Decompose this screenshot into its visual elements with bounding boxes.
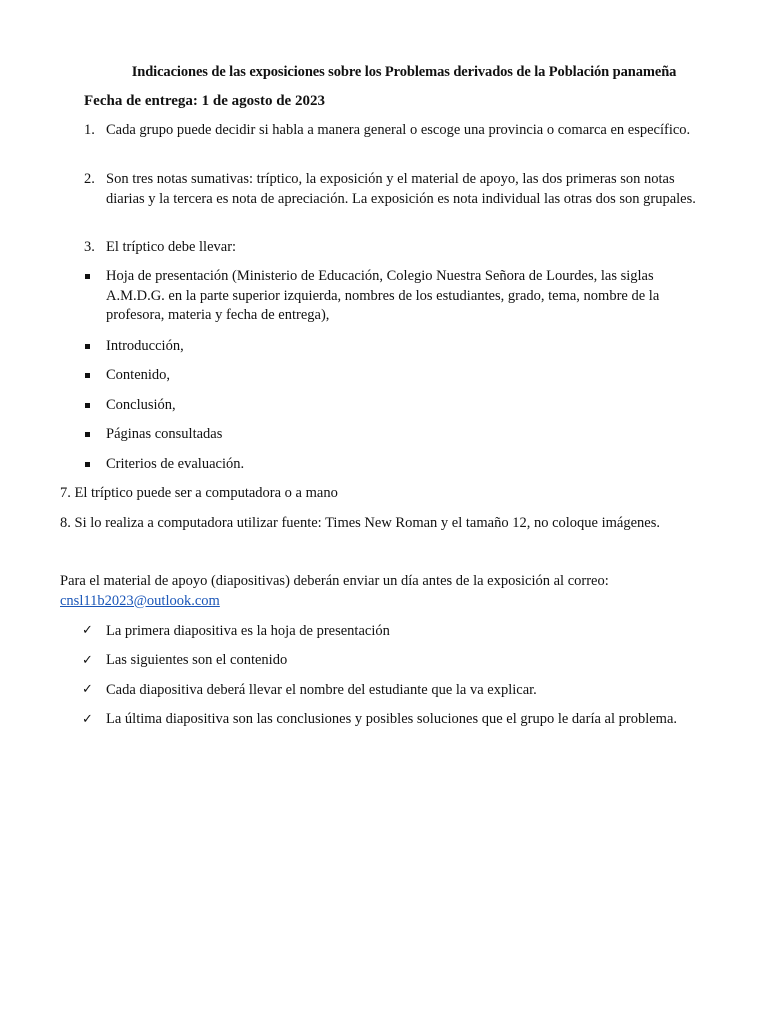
email-link[interactable]: cnsl11b2023@outlook.com — [60, 592, 220, 609]
check-icon: ✓ — [82, 653, 93, 668]
check-item-4: La última diapositiva son las conclusiones y posibles soluciones que el grupo le daría al problema. — [106, 711, 678, 727]
square-bullet-icon — [85, 432, 90, 437]
due-date: Fecha de entrega: 1 de agosto de 2023 — [84, 93, 325, 109]
triptico-item-4: Conclusión, — [106, 397, 176, 413]
square-bullet-icon — [85, 403, 90, 408]
triptico-item-2: Introducción, — [106, 338, 184, 354]
list-number-2: 2. — [84, 171, 95, 187]
instruction-line-8: 8. Si lo realiza a computadora utilizar fuente: Times New Roman y el tamaño 12, no coloque imágenes. — [60, 515, 660, 531]
numbered-item-2: Son tres notas sumativas: tríptico, la exposición y el material de apoyo, las dos primeras son notas diarias y la tercera es nota de apreciación. La exposición es nota individual las otras dos son grupales. — [106, 171, 696, 207]
document-title: Indicaciones de las exposiciones sobre los Problemas derivados de la Población panameña — [131, 64, 677, 80]
check-item-3: Cada diapositiva deberá llevar el nombre del estudiante que la va explicar. — [106, 682, 537, 698]
numbered-item-3: El tríptico debe llevar: — [106, 239, 237, 255]
numbered-item-1: Cada grupo puede decidir si habla a manera general o escoge una provincia o comarca en específico. — [106, 122, 691, 138]
check-item-2: Las siguientes son el contenido — [106, 652, 288, 668]
check-icon: ✓ — [82, 712, 93, 727]
triptico-item-5: Páginas consultadas — [106, 426, 223, 442]
square-bullet-icon — [85, 344, 90, 349]
material-intro — [60, 572, 740, 611]
material-intro-text: Para el material de apoyo (diapositivas) deberán enviar un día antes de la exposición al correo: — [60, 573, 609, 589]
check-icon: ✓ — [82, 623, 93, 638]
list-number-1: 1. — [84, 122, 95, 138]
square-bullet-icon — [85, 462, 90, 467]
check-icon: ✓ — [82, 682, 93, 697]
check-item-1: La primera diapositiva es la hoja de presentación — [106, 623, 390, 639]
instruction-line-7: 7. El tríptico puede ser a computadora o a mano — [60, 485, 338, 501]
triptico-item-1: Hoja de presentación (Ministerio de Educación, Colegio Nuestra Señora de Lourdes, las siglas A.M.D.G. en la parte superior izquierda, nombres de los estudiantes, grado, tema, nombre de la profesora, materia y fecha de entrega), — [106, 268, 660, 323]
triptico-item-3: Contenido, — [106, 367, 171, 383]
triptico-item-6: Criterios de evaluación. — [106, 456, 245, 472]
list-number-3: 3. — [84, 239, 95, 255]
square-bullet-icon — [85, 274, 90, 279]
square-bullet-icon — [85, 373, 90, 378]
